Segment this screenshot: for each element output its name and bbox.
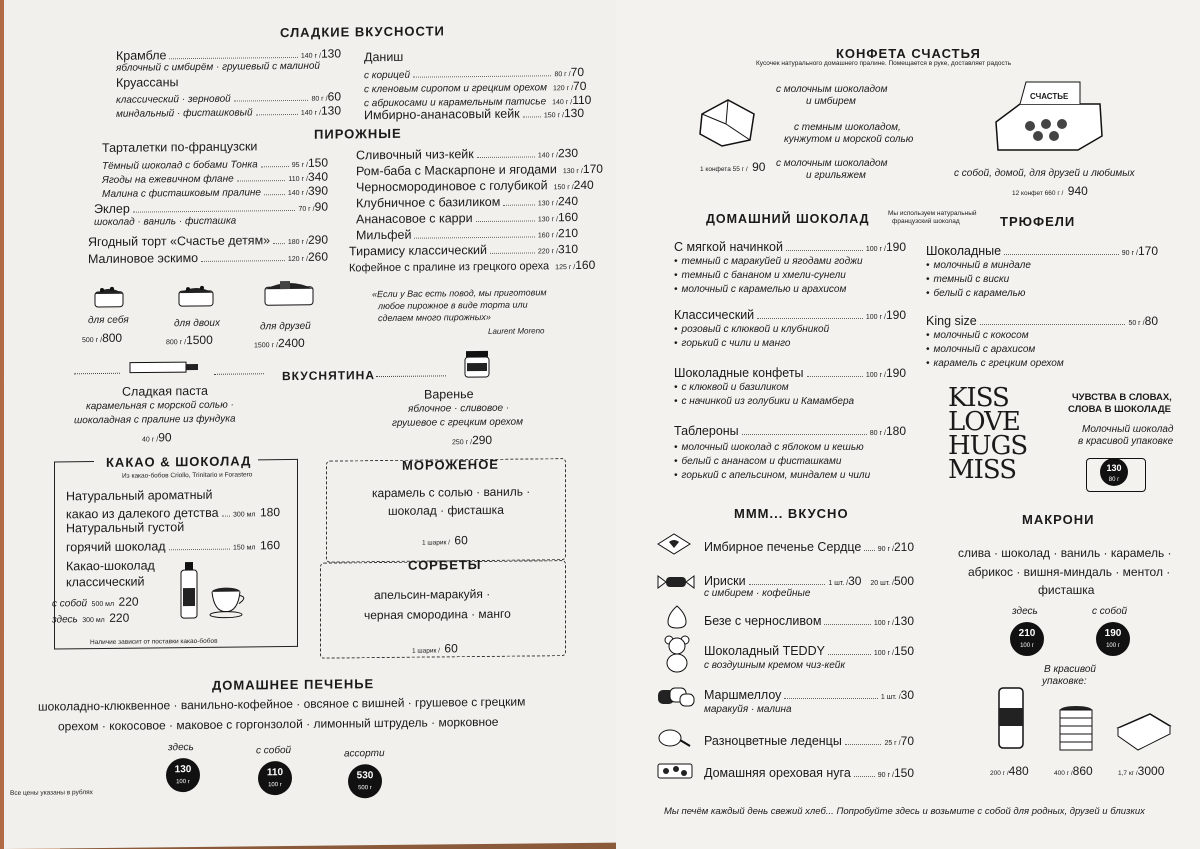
bottle-icon bbox=[178, 560, 200, 622]
cake-double-icon bbox=[176, 283, 216, 309]
yummy-item-2: Ириски 1 шт. / 30 20 шт. / 500 bbox=[704, 574, 914, 588]
choc-classic-b1: • розовый с клюквой и клубникой bbox=[674, 324, 829, 335]
menu-right-page bbox=[616, 0, 1200, 849]
kiss-price-badge: 130 80 г bbox=[1100, 458, 1128, 486]
truffle-choc-b2: • темный с виски bbox=[926, 274, 1009, 285]
choc-candies-b2: • с начинкой из голубики и Камамбера bbox=[674, 396, 854, 407]
homechoc-note-2: французский шоколад bbox=[892, 218, 960, 225]
choc-soft-b3: • молочный с карамелью и арахисом bbox=[674, 284, 846, 295]
cake-small-icon bbox=[92, 284, 126, 310]
tartlet-3: Малина с фисташковым пралине 140 г / 390 bbox=[102, 183, 328, 200]
candy-3b: и грильяжем bbox=[806, 170, 866, 181]
menu-item-raspberry: Малиновое эскимо 120 г / 260 bbox=[88, 249, 328, 267]
marshmallow-icon bbox=[656, 684, 696, 710]
truffle-choc: Шоколадные 90 г / 170 bbox=[926, 244, 1158, 258]
cocoa-item-3a: Какао-шоколад bbox=[66, 558, 155, 574]
menu-item-crumble: Крамбле 140 г / 130 bbox=[116, 46, 341, 63]
choc-tablerony: Таблероны 80 г / 180 bbox=[674, 424, 906, 438]
cake-r6: Мильфей 160 г / 210 bbox=[356, 225, 578, 243]
danish-name: Даниш bbox=[364, 49, 404, 65]
kiss-desc-2: в красивой упаковке bbox=[1078, 436, 1174, 447]
tartlets-name: Тарталетки по-французски bbox=[102, 139, 258, 155]
macarons-title: МАКРОНИ bbox=[1022, 512, 1095, 527]
tartlet-2: Ягоды на ежевичном флане 110 г / 340 bbox=[102, 169, 328, 186]
truffle-choc-b1: • молочный в миндале bbox=[926, 260, 1031, 271]
paste-name: Сладкая паста bbox=[122, 383, 209, 399]
cocoa-item-2a: Натуральный густой bbox=[66, 520, 185, 536]
size-label-3: для друзей bbox=[260, 320, 311, 333]
choc-classic-b2: • горький с чили и манго bbox=[674, 338, 790, 349]
yummy-item-4: Шоколадный TEDDY 100 г / 150 bbox=[704, 644, 914, 658]
prices-footnote: Все цены указаны в рублях bbox=[10, 789, 93, 797]
choc-tablerony-b3: • горький с апельсином, миндалем и чили bbox=[674, 470, 870, 481]
cocoa-note: Наличие зависит от поставки какао-бобов bbox=[90, 637, 218, 647]
yummy-item-3: Безе с черносливом 100 г / 130 bbox=[704, 614, 914, 628]
macaron-tube-icon bbox=[996, 686, 1026, 752]
macarons-gift-1: В красивой bbox=[1044, 664, 1096, 675]
macarons-togo-label: с собой bbox=[1092, 606, 1128, 617]
candy-piece-icon bbox=[694, 94, 760, 150]
cookies-line-1: шоколадно-клюквенное · ванильно-кофейное · овсяное с вишней · грушевое с грецким bbox=[38, 694, 526, 714]
choc-candies-b1: • с клюквой и базиликом bbox=[674, 382, 789, 393]
jam-price: 250 г /290 bbox=[452, 432, 493, 448]
macarons-here-badge: 210 100 г bbox=[1010, 622, 1044, 656]
macaron-box-icon bbox=[1116, 712, 1172, 752]
choc-classic: Классический 100 г / 190 bbox=[674, 308, 906, 322]
candy-gift: с собой, домой, для друзей и любимых bbox=[954, 168, 1135, 179]
lollipop-icon bbox=[656, 726, 692, 750]
macaron-pack-3: 1,7 кг /3000 bbox=[1118, 764, 1165, 778]
truffle-king-b1: • молочный с кокосом bbox=[926, 330, 1029, 341]
cocoa-subtitle: Из какао-бобов Criollo, Trinitario и Forastero bbox=[122, 471, 253, 480]
cookies-opt-3-label: ассорти bbox=[344, 748, 385, 760]
cocoa-togo: с собой 500 мл 220 bbox=[52, 594, 139, 610]
candy-box-label: СЧАСТЬЕ bbox=[1030, 92, 1069, 101]
cake-r8: Кофейное с пралине из грецкого ореха 125 г / 160 bbox=[349, 257, 596, 275]
macarons-line-3: фисташка bbox=[1038, 583, 1095, 597]
yummy-item-5-sub: маракуйя · малина bbox=[704, 704, 792, 715]
paste-desc-2: шоколадная с пралине из фундука bbox=[74, 413, 236, 427]
paste-desc-1: карамельная с морской солью · bbox=[86, 399, 234, 413]
menu-item-eclair: Эклер 70 г / 90 bbox=[94, 199, 328, 217]
choc-tablerony-b1: • молочный шоколад с яблоком и кешью bbox=[674, 442, 864, 453]
candy-2a: с темным шоколадом, bbox=[794, 122, 901, 133]
candy-subtitle: Кусочек натурального домашнего пралине. Помещается в руке, доставляет радость bbox=[756, 60, 1012, 67]
macarons-line-1: слива · шоколад · ваниль · карамель · bbox=[958, 546, 1172, 560]
cookies-title: ДОМАШНЕЕ ПЕЧЕНЬЕ bbox=[212, 676, 375, 693]
choc-candies: Шоколадные конфеты 100 г / 190 bbox=[674, 366, 906, 380]
gingerbread-icon bbox=[656, 530, 692, 558]
cocoa-item-1a: Натуральный ароматный bbox=[66, 487, 213, 504]
size-label-1: для себя bbox=[88, 314, 129, 327]
cookies-opt-2-badge: 110 100 г bbox=[258, 761, 292, 795]
cake-r3: Черносмородиновое с голубикой 150 г / 240 bbox=[356, 177, 594, 195]
truffles-title: ТРЮФЕЛИ bbox=[1000, 214, 1076, 229]
icecream-title: МОРОЖЕНОЕ bbox=[402, 456, 499, 473]
candy-1a: с молочным шоколадом bbox=[776, 84, 888, 95]
cake-r2: Ром-баба с Маскарпоне и ягодами 130 г / 170 bbox=[356, 161, 603, 179]
jam-desc-2: грушевое с грецким орехом bbox=[392, 416, 523, 429]
bread-note: Мы печём каждый день свежий хлеб... Попробуйте здесь и возьмите с собой для родных, друзей и близких bbox=[664, 806, 1145, 817]
candy-box-icon bbox=[990, 78, 1110, 154]
kiss-tagline-2: СЛОВА В ШОКОЛАДЕ bbox=[1068, 404, 1171, 415]
danish-row-1: с корицей 80 г / 70 bbox=[364, 64, 584, 82]
quote-line-3: сделаем много пирожных» bbox=[378, 311, 491, 324]
truffle-choc-b3: • белый с карамелью bbox=[926, 288, 1025, 299]
yummy-title: МММ... ВКУСНО bbox=[734, 506, 849, 521]
danish-row-2: с кленовым сиропом и грецким орехом 120 г / 70 bbox=[364, 78, 587, 96]
nougat-icon bbox=[656, 760, 696, 782]
cookies-opt-2-label: с собой bbox=[256, 744, 292, 757]
kiss-desc-1: Молочный шоколад bbox=[1082, 424, 1174, 435]
yummy-item-7: Домашняя ореховая нуга 90 г / 150 bbox=[704, 766, 914, 780]
size-price-3: 1500 г /2400 bbox=[254, 335, 305, 351]
divider-left bbox=[74, 373, 120, 374]
candy-2b: кунжутом и морской солью bbox=[784, 134, 914, 145]
cocoa-item-2b: горячий шоколад 150 мл 160 bbox=[66, 538, 280, 555]
paste-tube-icon bbox=[128, 358, 202, 377]
quote-line-1: «Если у Вас есть повод, мы приготовим bbox=[372, 287, 547, 300]
cake-r7: Тирамису классический 220 г / 310 bbox=[349, 241, 578, 259]
paste-price: 40 г /90 bbox=[142, 430, 172, 445]
macarons-here-label: здесь bbox=[1012, 606, 1038, 617]
sorbet-line-1: апельсин-маракуйя · bbox=[374, 586, 491, 603]
candy-1b: и имбирем bbox=[806, 96, 856, 107]
jam-desc-1: яблочное · сливовое · bbox=[408, 402, 510, 415]
icecream-line-2: шоколад · фисташка bbox=[388, 502, 504, 518]
quote-line-2: любое пирожное в виде торта или bbox=[378, 299, 528, 312]
meringue-icon bbox=[666, 604, 688, 630]
jam-name: Варенье bbox=[424, 387, 474, 402]
size-price-1: 500 г /800 bbox=[82, 330, 123, 345]
truffle-king-b2: • молочный с арахисом bbox=[926, 344, 1035, 355]
teddy-icon bbox=[662, 634, 692, 674]
cake-r5: Ананасовое с карри 130 г / 160 bbox=[356, 209, 578, 227]
choc-tablerony-b2: • белый с ананасом и фисташками bbox=[674, 456, 841, 467]
cocoa-item-3b: классический bbox=[66, 574, 145, 590]
size-label-2: для двоих bbox=[174, 317, 220, 330]
menu-left-page bbox=[4, 0, 616, 849]
macaron-pack-1: 200 г /480 bbox=[990, 764, 1029, 778]
croissants-row-1: классический · зерновой 80 г / 60 bbox=[116, 89, 341, 106]
croissants-row-2: миндальный · фисташковый 140 г / 130 bbox=[116, 103, 341, 120]
cookies-opt-1-badge: 130 100 г bbox=[166, 758, 200, 792]
kiss-tagline-1: ЧУВСТВА В СЛОВАХ, bbox=[1072, 392, 1172, 403]
macaron-jar-icon bbox=[1056, 704, 1096, 754]
sweets-title: СЛАДКИЕ ВКУСНОСТИ bbox=[280, 23, 445, 41]
yummy-item-1: Имбирное печенье Сердце 90 г / 210 bbox=[704, 540, 914, 554]
cookies-opt-3-badge: 530 500 г bbox=[348, 764, 382, 798]
croissants-name: Круассаны bbox=[116, 75, 179, 90]
macarons-line-2: абрикос · вишня-миндаль · ментол · bbox=[968, 565, 1171, 579]
choc-soft: С мягкой начинкой 100 г / 190 bbox=[674, 240, 906, 254]
eclair-desc: шоколад · ваниль · фисташка bbox=[94, 215, 237, 229]
kiss-love-logo: KISS LOVE HUGS MISS bbox=[948, 383, 1028, 485]
yummy-item-5: Маршмеллоу 1 шт. / 30 bbox=[704, 688, 914, 702]
divider-mid bbox=[214, 373, 264, 375]
homechoc-note-1: Мы используем натуральный bbox=[888, 210, 977, 217]
truffle-king-b3: • карамель с грецким орехом bbox=[926, 358, 1064, 369]
size-price-2: 800 г /1500 bbox=[166, 332, 213, 348]
macarons-togo-badge: 190 100 г bbox=[1096, 622, 1130, 656]
yummy-item-4-sub: с воздушным кремом чиз-кейк bbox=[704, 660, 846, 671]
sorbet-line-2: черная смородина · манго bbox=[364, 606, 511, 623]
candy-price: 1 конфета 55 г / 90 bbox=[700, 160, 766, 174]
cake-r4: Клубничное с базиликом 130 г / 240 bbox=[356, 193, 578, 211]
cake-friends-icon bbox=[262, 277, 316, 310]
jam-jar-icon bbox=[462, 349, 492, 379]
cocoa-here: здесь 300 мл 220 bbox=[52, 610, 130, 626]
cookies-line-2: орехом · кокосовое · маковое с горгонзолой · лимонный штрудель · морковное bbox=[58, 714, 499, 734]
icecream-line-1: карамель с солью · ваниль · bbox=[372, 484, 531, 501]
tartlet-1: Тёмный шоколад с бобами Тонка 95 г / 150 bbox=[102, 155, 328, 172]
cookies-opt-1-label: здесь bbox=[168, 742, 194, 754]
choc-soft-b2: • темный с бананом и хмели-сунели bbox=[674, 270, 846, 281]
toffee-icon bbox=[656, 572, 696, 592]
sorbet-price: 1 шарик / 60 bbox=[412, 641, 458, 656]
menu-item-berry-cake: Ягодный торт «Счастье детям» 180 г / 290 bbox=[88, 232, 328, 250]
choc-soft-b1: • темный с маракуйей и ягодами годжи bbox=[674, 256, 863, 267]
yummy-item-6: Разноцветные леденцы 25 г / 70 bbox=[704, 734, 914, 748]
menu-item-ginger-cake: Имбирно-ананасовый кейк 150 г / 130 bbox=[364, 105, 584, 123]
crumble-desc: яблочный с имбирём · грушевый с малиной bbox=[116, 60, 320, 74]
candy-3a: с молочным шоколадом bbox=[776, 158, 888, 169]
divider-right bbox=[376, 375, 446, 377]
cake-r1: Сливочный чиз-кейк 140 г / 230 bbox=[356, 145, 578, 163]
tasty-title: ВКУСНЯТИНА bbox=[282, 368, 375, 384]
macarons-gift-2: упаковке: bbox=[1042, 676, 1087, 687]
cocoa-title: КАКАО & ШОКОЛАД bbox=[106, 453, 252, 470]
homechoc-title: ДОМАШНИЙ ШОКОЛАД bbox=[706, 212, 870, 226]
macaron-pack-2: 400 г /860 bbox=[1054, 764, 1093, 778]
cakes-title: ПИРОЖНЫЕ bbox=[314, 125, 402, 142]
candy-title: КОНФЕТА СЧАСТЬЯ bbox=[836, 46, 981, 61]
cup-icon bbox=[208, 583, 250, 619]
truffle-king: King size 50 г / 80 bbox=[926, 314, 1158, 328]
quote-author: Laurent Moreno bbox=[488, 326, 545, 336]
candy-gift-price: 12 конфет 660 г / 940 bbox=[1012, 184, 1088, 198]
sorbet-title: СОРБЕТЫ bbox=[408, 556, 482, 573]
icecream-price: 1 шарик / 60 bbox=[422, 533, 468, 548]
danish-row-3: с абрикосами и карамельным патисье 140 г / 110 bbox=[364, 92, 592, 110]
yummy-item-2-sub: с имбирем · кофейные bbox=[704, 588, 811, 599]
cocoa-item-1b: какао из далекого детства 300 мл 180 bbox=[66, 505, 280, 522]
